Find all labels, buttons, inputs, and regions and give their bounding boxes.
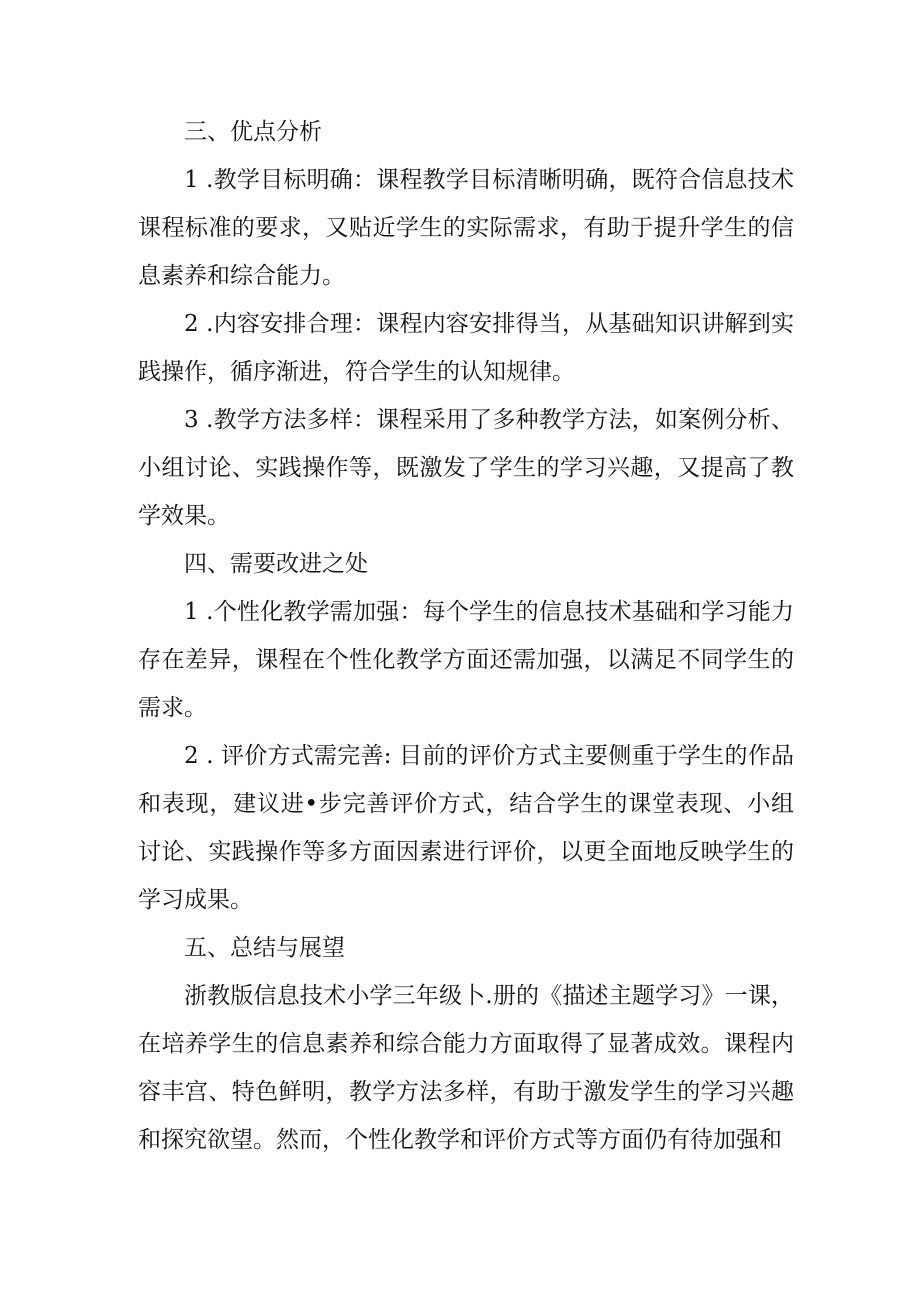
document-body bbox=[138, 108, 794, 1164]
section-improvements bbox=[138, 540, 794, 924]
paragraph: 1 .教学目标明确：课程教学目标清晰明确，既符合信息技术课程标准的要求，又贴近学生的实际需求，有助于提升学生的信息素养和综合能力。 bbox=[138, 167, 794, 289]
paragraph: 浙教版信息技术小学三年级卜.册的《描述主题学习》一课，在培养学生的信息素养和综合能力方面取得了显著成效。课程内容丰宫、特色鲜明，教学方法多样，有助于激发学生的学习兴趣和探究欲望。然而，个性化教学和评价方式等方面仍有待加强和 bbox=[138, 983, 794, 1153]
section-heading: 五、总结与展望 bbox=[184, 935, 345, 961]
paragraph: 2 . 评价方式需完善: 目前的评价方式主要侧重于学生的作品和表现，建议进•步完善评价方式，结合学生的课堂表现、小组讨论、实践操作等多方面因素进行评价，以更全面地反映学生的学习成果。 bbox=[138, 743, 794, 913]
section-summary bbox=[138, 924, 794, 1164]
section-heading: 三、优点分析 bbox=[184, 119, 322, 145]
paragraph: 1 .个性化教学需加强：每个学生的信息技术基础和学习能力存在差异，课程在个性化教学方面还需加强，以满足不同学生的需求。 bbox=[138, 599, 794, 721]
paragraph: 3 .教学方法多样：课程采用了多种教学方法，如案例分析、小组讨论、实践操作等，既激发了学生的学习兴趣，又提高了教学效果。 bbox=[138, 407, 794, 529]
paragraph: 2 .内容安排合理：课程内容安排得当，从基础知识讲解到实践操作，循序渐进，符合学生的认知规律。 bbox=[138, 311, 794, 385]
section-heading: 四、需要改进之处 bbox=[184, 551, 368, 577]
section-advantages bbox=[138, 108, 794, 540]
